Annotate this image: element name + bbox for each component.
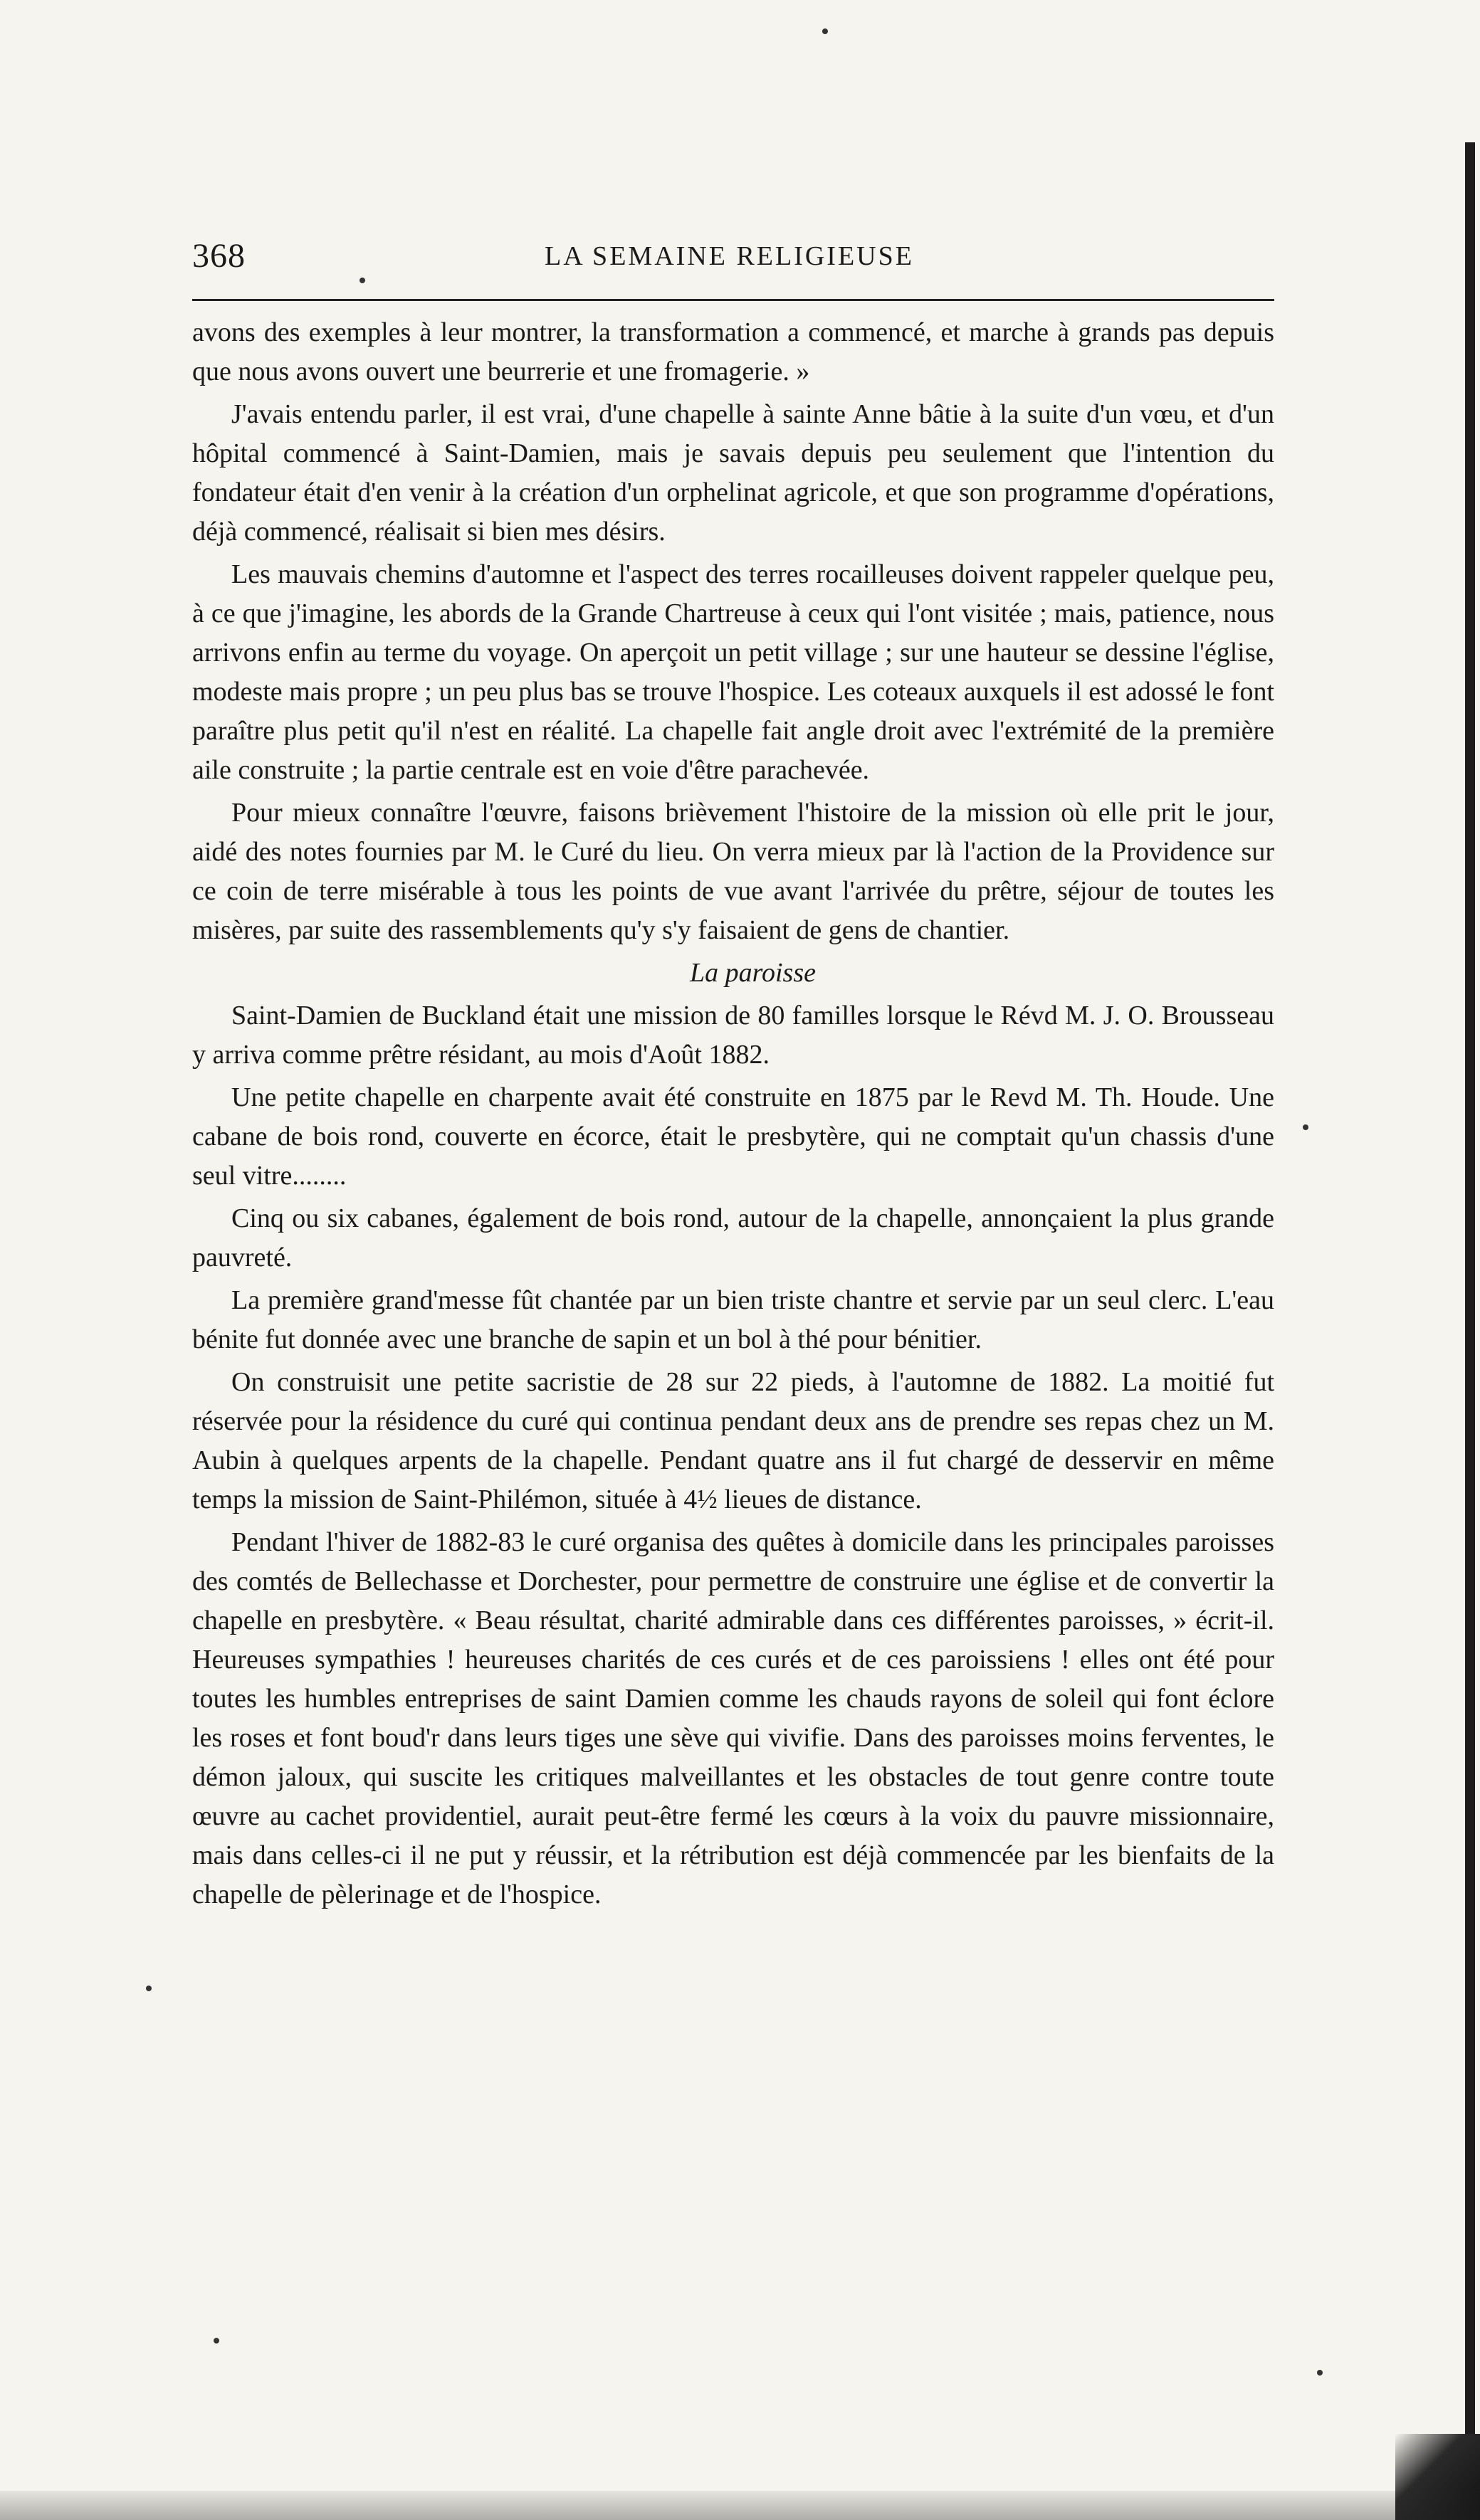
paragraph: avons des exemples à leur montrer, la transformation a commencé, et marche à grands pas depuis que nous avons ouvert une beurrerie et une fromagerie. » [192,317,1274,386]
paragraph: J'avais entendu parler, il est vrai, d'une chapelle à sainte Anne bâtie à la suite d'un vœu, et d'un hôpital commencé à Saint-Damien, mais je savais depuis peu seulement que l'intention du fondateur était d'en venir à la création d'un orphelinat agricole, et que son programme d'opérations, déjà commencé, réalisait si bien mes désirs. [192,399,1274,547]
running-title: LA SEMAINE RELIGIEUSE [545,241,914,271]
body-text [192,313,1274,1918]
paragraph: Cinq ou six cabanes, également de bois rond, autour de la chapelle, annonçaient la plus grande pauvreté. [192,1203,1274,1272]
paragraph: Les mauvais chemins d'automne et l'aspect des terres rocailleuses doivent rappeler quelque peu, à ce que j'imagine, les abords de la Grande Chartreuse à ceux qui l'ont visitée ; mais, patience, nous arrivons enfin au terme du voyage. On aperçoit un petit village ; sur une hauteur se dessine l'église, modeste mais propre ; un peu plus bas se trouve l'hospice. Les coteaux auxquels il est adossé le font paraître plus petit qu'il n'est en réalité. La chapelle fait angle droit avec l'extrémité de la première aile construite ; la partie centrale est en voie d'être parachevée. [192,559,1274,785]
scan-speck [1317,2370,1323,2376]
page-header [192,236,1274,279]
paragraph: Pendant l'hiver de 1882-83 le curé organisa des quêtes à domicile dans les principales paroisses des comtés de Bellechasse et Dorchester, pour permettre de construire une église et de convertir la chapelle en presbytère. « Beau résultat, charité admirable dans ces différentes paroisses, » écrit-il. Heureuses sympathies ! heureuses charités de ces curés et de ces paroissiens ! elles ont été pour toutes les humbles entreprises de saint Damien comme les chauds rayons de soleil qui font éclore les roses et font boud'r dans leurs tiges une sève qui vivifie. Dans des paroisses moins ferventes, le démon jaloux, qui suscite les critiques malveillantes et les obstacles de tout genre contre toute œuvre au cachet providentiel, aurait peut-être fermé les cœurs à la voix du pauvre missionnaire, mais dans celles-ci il ne put y réussir, et la rétribution est déjà commencée par les bienfaits de la chapelle de pèlerinage et de l'hospice. [192,1527,1274,1909]
scan-speck [146,1986,152,1991]
paragraph: La première grand'messe fût chantée par un bien triste chantre et servie par un seul clerc. L'eau bénite fut donnée avec une branche de sapin et un bol à thé pour bénitier. [192,1285,1274,1354]
paragraph: Pour mieux connaître l'œuvre, faisons brièvement l'histoire de la mission où elle prit le jour, aidé des notes fournies par M. le Curé du lieu. On verra mieux par là l'action de la Providence sur ce coin de terre misérable à tous les points de vue avant l'arrivée du prêtre, séjour de toutes les misères, par suite des rassemblements qu'y s'y faisaient de gens de chantier. [192,798,1274,945]
scan-speck [214,2338,219,2344]
section-title: La paroisse [689,958,816,988]
scan-edge-right [1465,142,1475,2448]
scan-speck [822,28,828,34]
paragraph: Une petite chapelle en charpente avait été construite en 1875 par le Revd M. Th. Houde. Une cabane de bois rond, couverte en écorce, était le presbytère, qui ne comptait qu'un chassis d'une seul vitre........ [192,1082,1274,1191]
scan-bottom-band [0,2491,1480,2520]
paragraph: On construisit une petite sacristie de 28 sur 22 pieds, à l'automne de 1882. La moitié fut réservée pour la résidence du curé qui continua pendant deux ans de prendre ses repas chez un M. Aubin à quelques arpents de la chapelle. Pendant quatre ans il fut chargé de desservir en même temps la mission de Saint-Philémon, située à 4½ lieues de distance. [192,1367,1274,1514]
paragraph: Saint-Damien de Buckland était une mission de 80 familles lorsque le Révd M. J. O. Brousseau y arriva comme prêtre résidant, au mois d'Août 1882. [192,1001,1274,1070]
page-number: 368 [192,237,246,275]
scan-speck [1303,1124,1308,1130]
header-rule [192,299,1274,301]
